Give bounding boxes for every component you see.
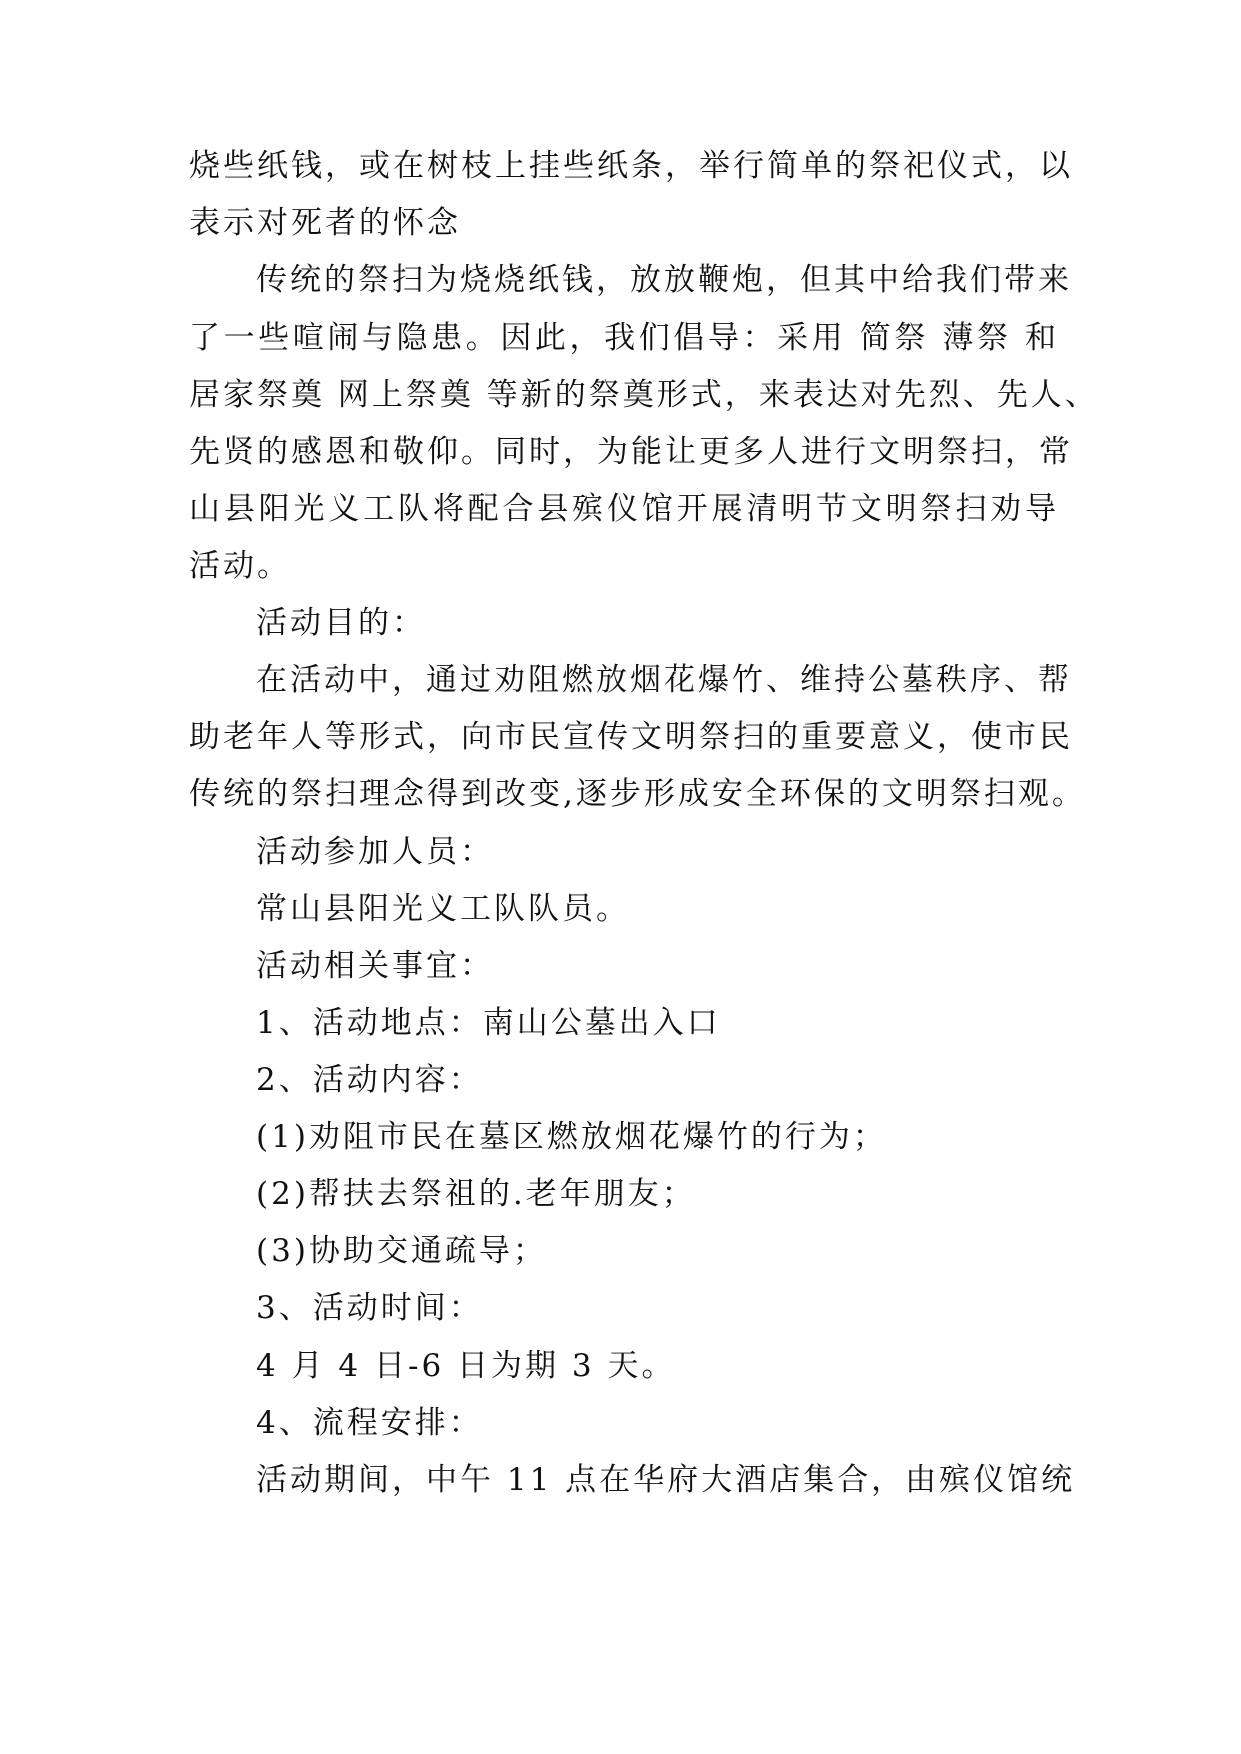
paragraph-line: 居家祭奠 网上祭奠 等新的祭奠形式，来表达对先烈、先人、 [189, 377, 1099, 413]
section-heading: 活动目的： [256, 605, 426, 641]
list-item: 3、活动时间： [256, 1290, 483, 1326]
paragraph-line: 活动期间，中午 11 点在华府大酒店集合，由殡仪馆统 [256, 1462, 1076, 1498]
paragraph-line: 表示对死者的怀念 [189, 205, 461, 241]
section-heading: 活动相关事宜： [256, 948, 494, 984]
list-item: (1)劝阻市民在墓区燃放烟花爆竹的行为； [256, 1119, 887, 1155]
paragraph-line: 在活动中，通过劝阻燃放烟花爆竹、维持公墓秩序、帮 [256, 662, 1072, 698]
paragraph-line: 常山县阳光义工队队员。 [256, 891, 630, 927]
paragraph-line: 活动。 [189, 548, 291, 584]
paragraph-line: 烧些纸钱，或在树枝上挂些纸条，举行简单的祭祀仪式，以 [189, 148, 1073, 184]
paragraph-line: 助老年人等形式，向市民宣传文明祭扫的重要意义，使市民 [189, 719, 1073, 755]
list-item: 4、流程安排： [256, 1405, 483, 1441]
paragraph-line: 了一些喧闹与隐患。因此，我们倡导：采用 简祭 薄祭 和 [189, 320, 1059, 356]
paragraph-line: 传统的祭扫为烧烧纸钱，放放鞭炮，但其中给我们带来 [256, 262, 1072, 298]
section-heading: 活动参加人员： [256, 834, 494, 870]
paragraph-line: 传统的祭扫理念得到改变,逐步形成安全环保的文明祭扫观。 [189, 776, 1086, 812]
paragraph-line: 先贤的感恩和敬仰。同时，为能让更多人进行文明祭扫，常 [189, 434, 1073, 470]
list-item: (3)协助交通疏导； [256, 1233, 547, 1269]
paragraph-line: 山县阳光义工队将配合县殡仪馆开展清明节文明祭扫劝导 [189, 491, 1059, 527]
list-item: 1、活动地点：南山公墓出入口 [256, 1005, 721, 1041]
list-item: 2、活动内容： [256, 1062, 483, 1098]
paragraph-line: 4 月 4 日-6 日为期 3 天。 [256, 1348, 676, 1384]
list-item: (2)帮扶去祭祖的.老年朋友； [256, 1176, 696, 1212]
